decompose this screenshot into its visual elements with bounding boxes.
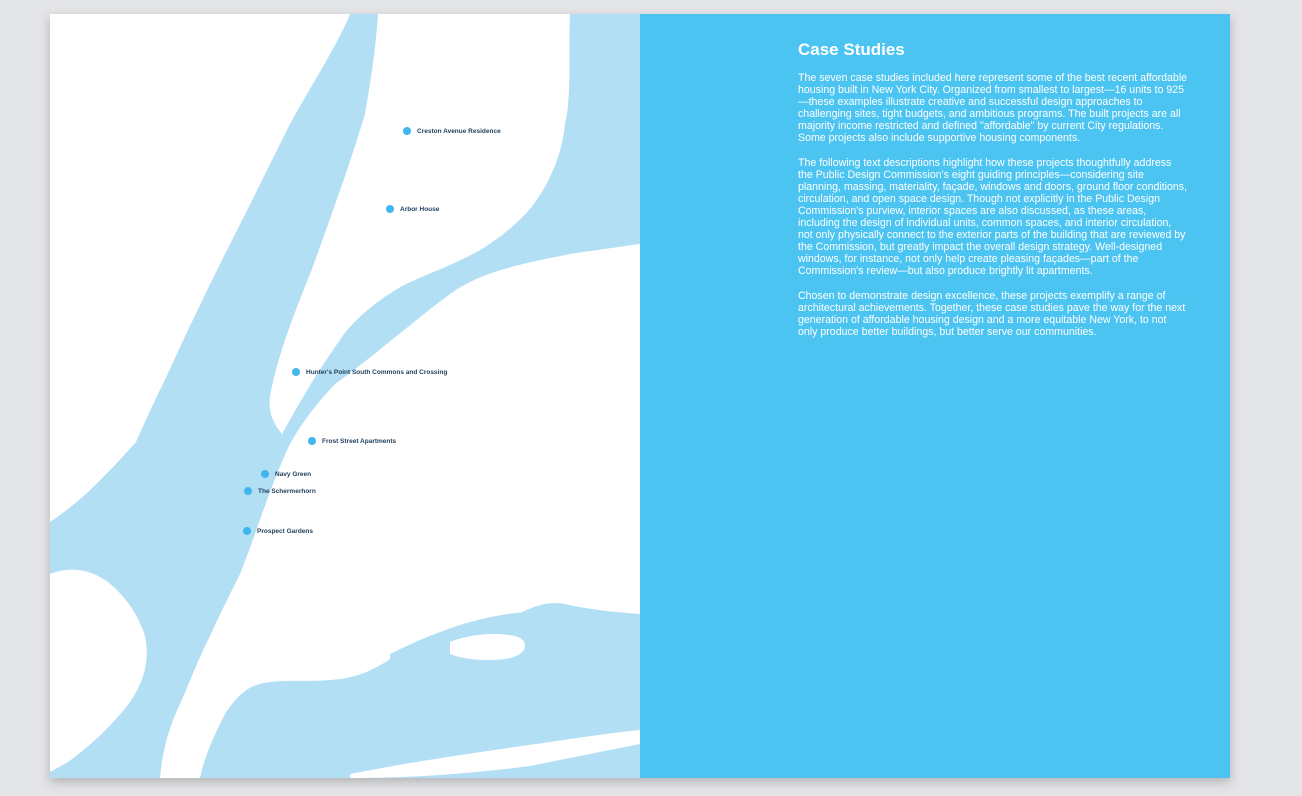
marker-label: Arbor House <box>400 205 440 213</box>
map-marker <box>308 437 396 445</box>
map-marker <box>386 205 439 213</box>
location-dot-icon <box>244 487 252 495</box>
map-marker <box>244 487 316 495</box>
location-dot-icon <box>403 127 411 135</box>
staten-island-land <box>50 570 147 772</box>
nyc-map <box>50 14 640 778</box>
location-dot-icon <box>261 470 269 478</box>
location-dot-icon <box>243 527 251 535</box>
rockaway-land <box>350 730 640 778</box>
location-dot-icon <box>308 437 316 445</box>
location-dot-icon <box>386 205 394 213</box>
principles-paragraph: The following text descriptions highlight how these projects thoughtfully address the Public Design Commission's eight guiding principles—considering site planning, massing, materiality, façade, windows and doors, ground floor conditions, circulation, and open space design. Though not explicitly in the Public Design Commission's purview, interior spaces are also discussed, as these areas, including the design of individual units, common spaces, and interior circulation, not only physically connect to the exterior parts of the building that are reviewed by the Commission, but greatly impact the overall design strategy. Well-designed windows, for instance, not only help create pleasing façades—part of the Commission's review—but also produce brightly lit apartments. <box>798 156 1188 278</box>
text-column <box>798 40 1188 350</box>
marker-label: Navy Green <box>275 470 312 478</box>
map-marker <box>243 527 313 535</box>
marker-label: Prospect Gardens <box>257 527 313 535</box>
intro-paragraph: The seven case studies included here represent some of the best recent affordable housing built in New York City. Organized from smallest to largest—16 units to 925—these examples illustrate creative and successful design approaches to challenging sites, tight budgets, and ambitious programs. The built projects are all majority income restricted and defined "affordable" by current City regulations. Some projects also include supportive housing components. <box>798 72 1188 145</box>
book-spread <box>50 14 1230 778</box>
queens-brooklyn-land <box>160 244 640 778</box>
location-dot-icon <box>292 368 300 376</box>
map-page <box>50 14 640 778</box>
marker-label: Frost Street Apartments <box>322 437 397 445</box>
map-marker <box>403 127 501 135</box>
map-marker <box>261 470 311 478</box>
text-page <box>640 14 1230 778</box>
page-title: Case Studies <box>798 40 905 59</box>
closing-paragraph: Chosen to demonstrate design excellence, these projects exemplify a range of architectural achievements. Together, these case studies pave the way for the next generation of affordable housing design and a more equitable New York, to not only produce better buildings, but better serve our communities. <box>798 289 1186 338</box>
marker-label: Creston Avenue Residence <box>417 127 501 135</box>
marker-label: Hunter's Point South Commons and Crossing <box>306 368 448 376</box>
map-marker <box>292 368 447 376</box>
marker-label: The Schermerhorn <box>258 487 316 495</box>
